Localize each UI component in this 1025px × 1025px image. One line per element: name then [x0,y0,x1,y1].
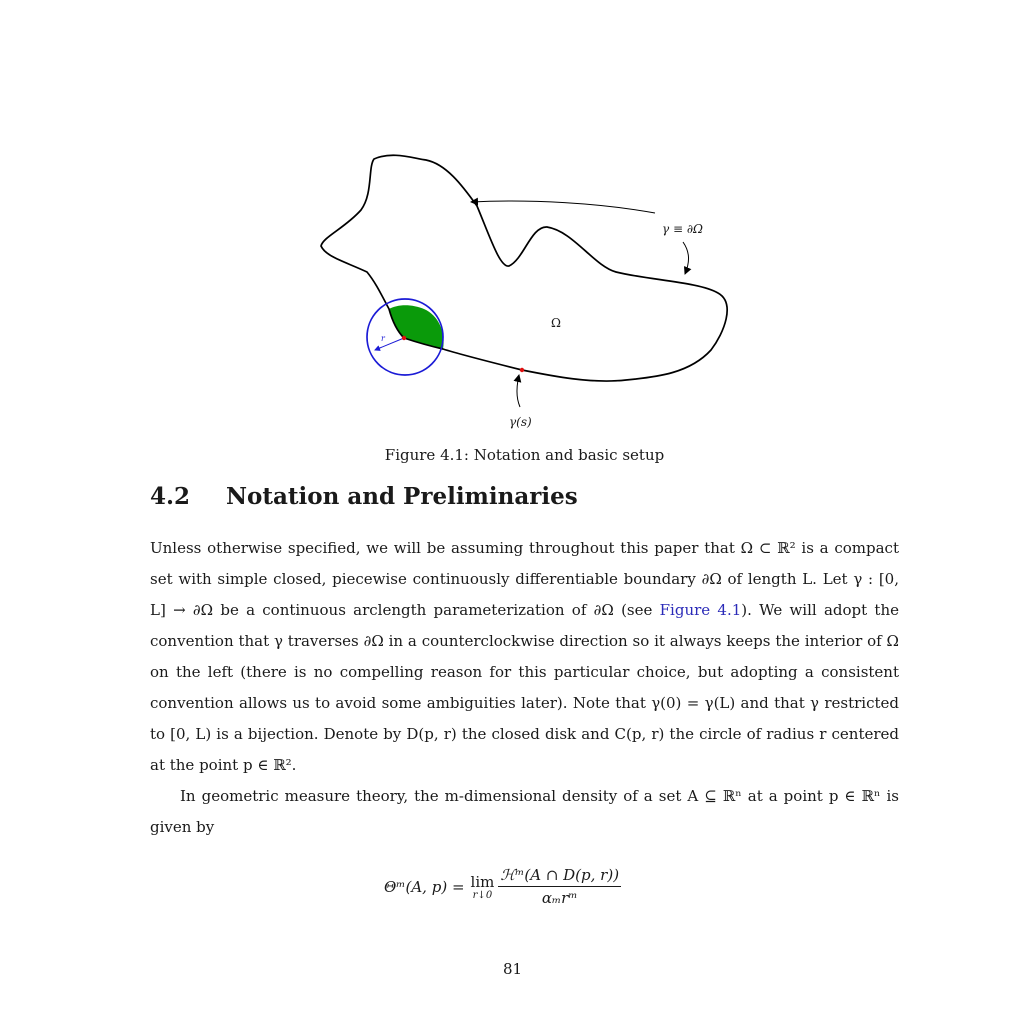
figure-4-1 [0,0,1025,440]
body-text [150,533,899,843]
limit-operator: lim [470,872,495,891]
direction-arrow [471,201,655,213]
section-title: Notation and Preliminaries [226,483,578,510]
radius-label: r [381,334,385,343]
page-number: 81 [502,960,523,978]
limit-subscript: r↓0 [472,889,493,901]
boundary-label-arrow [683,242,689,274]
gamma-s-label: γ(s) [509,415,532,429]
boundary-label: γ ≡ ∂Ω [662,222,704,236]
fraction-denominator: αₘrᵐ [541,889,578,907]
gamma-s-arrow [517,375,520,407]
equation-lhs: Θᵐ(A, p) = [384,877,465,896]
section-number: 4.2 [150,483,191,510]
omega-label: Ω [551,316,561,330]
fraction-numerator: ℋᵐ(A ∩ D(p, r)) [498,866,621,887]
figure-reference-link[interactable]: Figure 4.1 [659,601,742,619]
paragraph-1-part-a: Unless otherwise specified, we will be assuming throughout this paper that Ω ⊂ ℝ² is a compact set with simple closed, piecewise continuously differentiable boundary ∂Ω of length L. Let γ : [0, L] → ∂Ω be a continuous arclength parameterization of ∂Ω (see [150,539,899,619]
gamma-s-point [520,368,524,372]
radius-arrow [375,338,404,350]
density-equation [384,866,621,907]
equation-fraction [498,866,621,907]
figure-caption: Figure 4.1: Notation and basic setup [384,446,665,464]
equation-limit [471,873,495,901]
paragraph-1 [150,533,899,781]
paragraph-1-part-b: ). We will adopt the convention that γ traverses ∂Ω in a counterclockwise direction so it always keeps the interior of Ω on the left (there is no compelling reason for this particular choice, but adopting a consistent convention allows us to avoid some ambiguities later). Note that γ(0) = γ(L) and that γ restricted to [0, L) is a bijection. Denote by D(p, r) the closed disk and C(p, r) the circle of radius r centered at the point p ∈ ℝ². [150,601,899,774]
section-heading [150,483,578,510]
center-point [402,336,406,340]
paragraph-2: In geometric measure theory, the m-dimensional density of a set A ⊆ ℝⁿ at a point p ∈ ℝⁿ is given by [150,787,899,836]
